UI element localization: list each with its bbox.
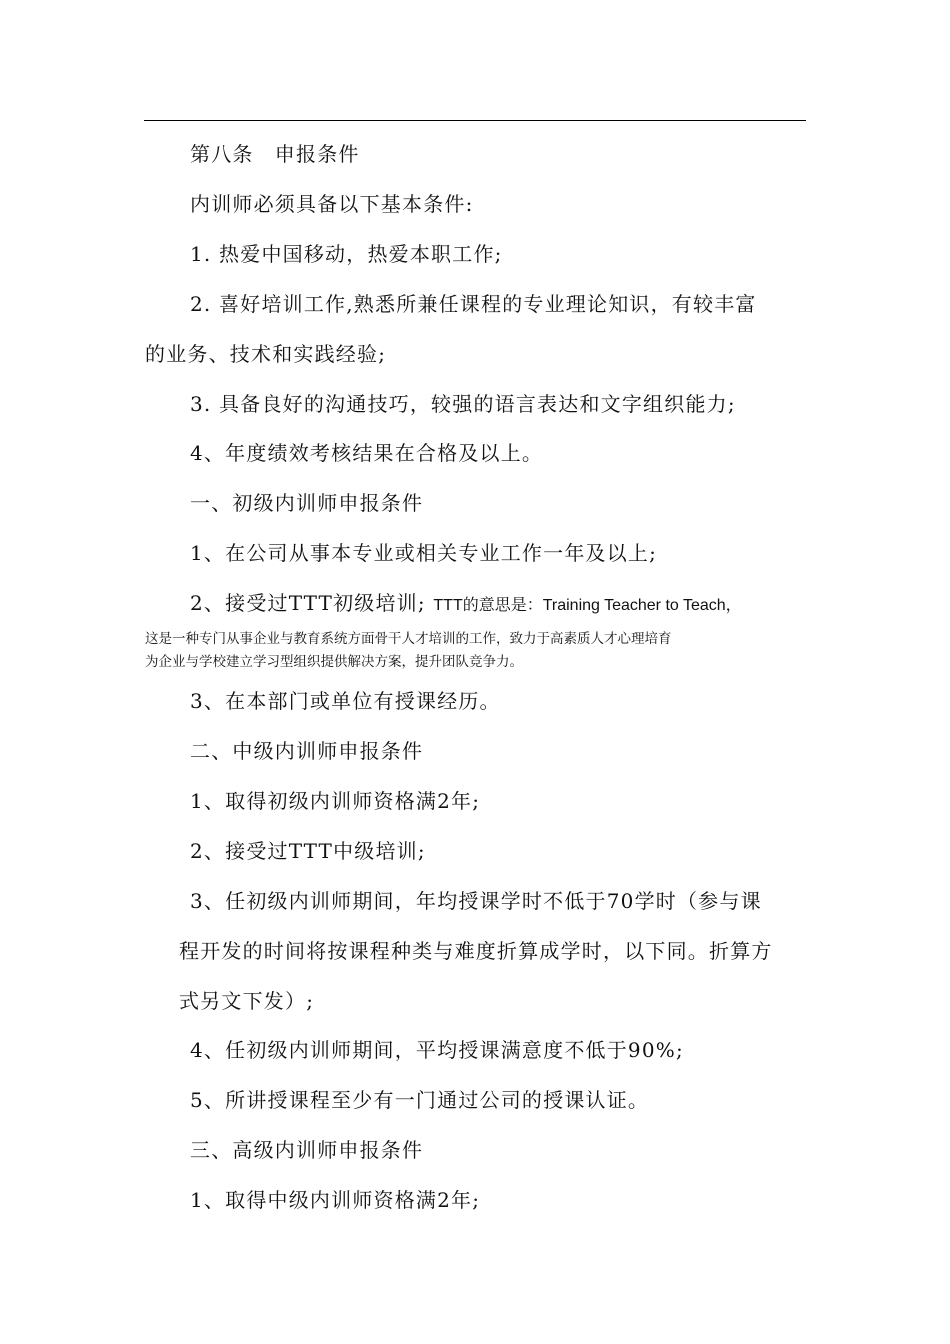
- junior-item-3: 3、在本部门或单位有授课经历。: [190, 689, 501, 713]
- junior-item-2: 2、接受过TTT初级培训;: [190, 591, 426, 615]
- junior-item-1: 1、在公司从事本专业或相关专业工作一年及以上;: [190, 541, 658, 565]
- middle-heading: 二、中级内训师申报条件: [190, 739, 424, 763]
- basic-item-4: 4、年度绩效考核结果在合格及以上。: [190, 441, 544, 465]
- senior-item-1: 1、取得中级内训师资格满2年;: [190, 1188, 481, 1212]
- intro-text: 内训师必须具备以下基本条件:: [190, 192, 474, 216]
- article-heading: 第八条 申报条件: [190, 142, 360, 166]
- junior-heading: 一、初级内训师申报条件: [190, 491, 424, 515]
- ttt-note-inline: TTT的意思是：Training Teacher to Teach，: [433, 597, 742, 614]
- middle-item-3-cont-2: 式另文下发）;: [179, 989, 315, 1013]
- header-rule: [144, 120, 806, 121]
- ttt-note-line-3: 为企业与学校建立学习型组织提供解决方案，提升团队竞争力。: [145, 654, 523, 670]
- middle-item-2: 2、接受过TTT中级培训;: [190, 839, 426, 863]
- middle-item-3: 3、任初级内训师期间，年均授课学时不低于70学时（参与课: [190, 889, 762, 913]
- junior-item-2-line: [190, 590, 742, 619]
- basic-item-3: 3. 具备良好的沟通技巧，较强的语言表达和文字组织能力;: [190, 392, 736, 416]
- basic-item-1: 1. 热爱中国移动，热爱本职工作;: [190, 242, 503, 266]
- senior-heading: 三、高级内训师申报条件: [190, 1138, 424, 1162]
- middle-item-3-cont: 程开发的时间将按课程种类与难度折算成学时，以下同。折算方: [179, 939, 773, 963]
- middle-item-1: 1、取得初级内训师资格满2年;: [190, 789, 481, 813]
- middle-item-5: 5、所讲授课程至少有一门通过公司的授课认证。: [190, 1088, 650, 1112]
- ttt-note-line-2: 这是一种专门从事企业与教育系统方面骨干人才培训的工作，致力于高素质人才心理培育: [145, 631, 672, 647]
- middle-item-4: 4、任初级内训师期间，平均授课满意度不低于90%;: [190, 1038, 684, 1062]
- basic-item-2: 2. 喜好培训工作,熟悉所兼任课程的专业理论知识，有较丰富: [190, 292, 757, 316]
- basic-item-2-cont: 的业务、技术和实践经验;: [145, 342, 387, 366]
